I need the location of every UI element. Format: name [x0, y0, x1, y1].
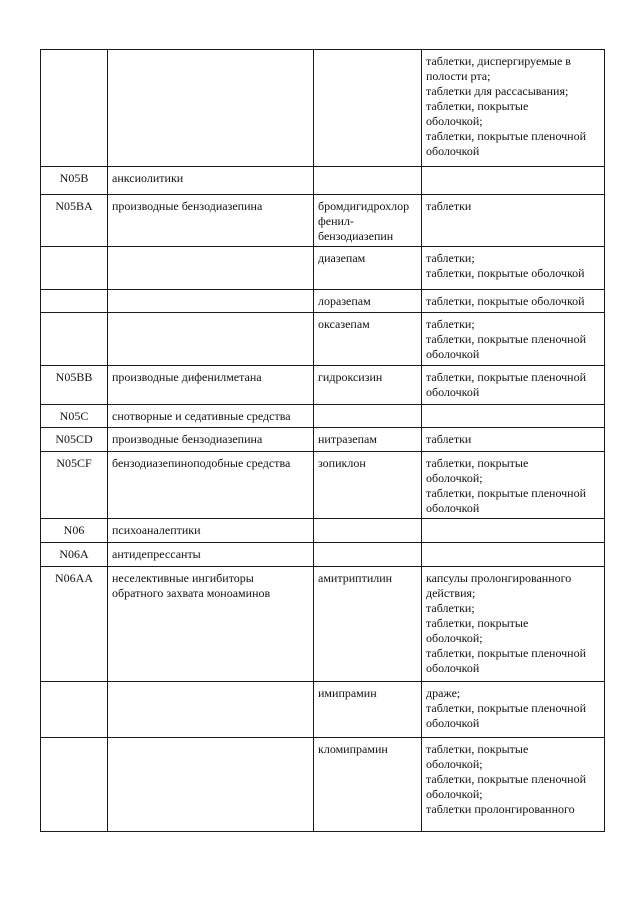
atc-code-cell: N05B [41, 167, 108, 195]
dosage-forms-cell: таблетки, покрытые оболочкой; таблетки, покрытые пленочной оболочкой [422, 452, 605, 519]
substance-cell: амитриптилин [314, 567, 422, 682]
table-body [41, 50, 605, 832]
table-row [41, 247, 605, 290]
dosage-forms-cell [422, 543, 605, 567]
pharmacological-group-cell: анксиолитики [108, 167, 314, 195]
atc-code-cell: N05BB [41, 366, 108, 405]
pharmacological-group-cell [108, 50, 314, 167]
table-row [41, 519, 605, 543]
table-row [41, 428, 605, 452]
dosage-forms-cell: таблетки [422, 195, 605, 247]
table-row [41, 405, 605, 428]
atc-code-cell: N06AA [41, 567, 108, 682]
substance-cell: нитразепам [314, 428, 422, 452]
pharmacological-group-cell: производные бензодиазепина [108, 428, 314, 452]
pharmacological-group-cell: бензодиазепиноподобные средства [108, 452, 314, 519]
atc-code-cell [41, 247, 108, 290]
substance-cell: гидроксизин [314, 366, 422, 405]
atc-code-cell [41, 290, 108, 313]
dosage-forms-cell: таблетки [422, 428, 605, 452]
atc-code-cell [41, 313, 108, 366]
dosage-forms-cell: драже; таблетки, покрытые пленочной оболочкой [422, 682, 605, 738]
substance-cell: имипрамин [314, 682, 422, 738]
atc-code-cell: N06 [41, 519, 108, 543]
pharmacological-group-cell: психоаналептики [108, 519, 314, 543]
pharmacological-group-cell: производные бензодиазепина [108, 195, 314, 247]
substance-cell: диазепам [314, 247, 422, 290]
dosage-forms-cell [422, 519, 605, 543]
substance-cell: бромдигидрохлор фенил- бензодиазепин [314, 195, 422, 247]
substance-cell: кломипрамин [314, 738, 422, 832]
dosage-forms-cell: капсулы пролонгированного действия; таблетки; таблетки, покрытые оболочкой; таблетки, покрытые пленочной оболочкой [422, 567, 605, 682]
dosage-forms-cell: таблетки; таблетки, покрытые оболочкой [422, 247, 605, 290]
table-row [41, 167, 605, 195]
atc-code-cell: N06A [41, 543, 108, 567]
atc-code-cell [41, 682, 108, 738]
table-row [41, 543, 605, 567]
atc-code-cell: N05C [41, 405, 108, 428]
dosage-forms-cell [422, 405, 605, 428]
table-row [41, 50, 605, 167]
substance-cell: зопиклон [314, 452, 422, 519]
pharmacological-group-cell: антидепрессанты [108, 543, 314, 567]
atc-code-cell [41, 738, 108, 832]
table-row [41, 738, 605, 832]
substance-cell [314, 519, 422, 543]
dosage-forms-cell: таблетки, покрытые оболочкой; таблетки, покрытые пленочной оболочкой; таблетки пролонгированного [422, 738, 605, 832]
pharmacological-group-cell: неселективные ингибиторы обратного захвата моноаминов [108, 567, 314, 682]
pharmacological-group-cell: производные дифенилметана [108, 366, 314, 405]
atc-code-cell: N05CF [41, 452, 108, 519]
table-row [41, 366, 605, 405]
pharmacological-group-cell [108, 682, 314, 738]
medicines-table [40, 49, 605, 832]
pharmacological-group-cell [108, 290, 314, 313]
table-row [41, 195, 605, 247]
table-row [41, 452, 605, 519]
table-row [41, 567, 605, 682]
pharmacological-group-cell: снотворные и седативные средства [108, 405, 314, 428]
substance-cell: лоразепам [314, 290, 422, 313]
dosage-forms-cell: таблетки, диспергируемые в полости рта; таблетки для рассасывания; таблетки, покрытые оболочкой; таблетки, покрытые пленочной оболочкой [422, 50, 605, 167]
substance-cell: оксазепам [314, 313, 422, 366]
dosage-forms-cell: таблетки, покрытые оболочкой [422, 290, 605, 313]
atc-code-cell: N05BA [41, 195, 108, 247]
atc-code-cell: N05CD [41, 428, 108, 452]
pharmacological-group-cell [108, 313, 314, 366]
substance-cell [314, 167, 422, 195]
pharmacological-group-cell [108, 738, 314, 832]
dosage-forms-cell: таблетки; таблетки, покрытые пленочной оболочкой [422, 313, 605, 366]
table-row [41, 313, 605, 366]
dosage-forms-cell [422, 167, 605, 195]
table-row [41, 290, 605, 313]
pharmacological-group-cell [108, 247, 314, 290]
dosage-forms-cell: таблетки, покрытые пленочной оболочкой [422, 366, 605, 405]
atc-code-cell [41, 50, 108, 167]
substance-cell [314, 405, 422, 428]
table-row [41, 682, 605, 738]
substance-cell [314, 543, 422, 567]
substance-cell [314, 50, 422, 167]
